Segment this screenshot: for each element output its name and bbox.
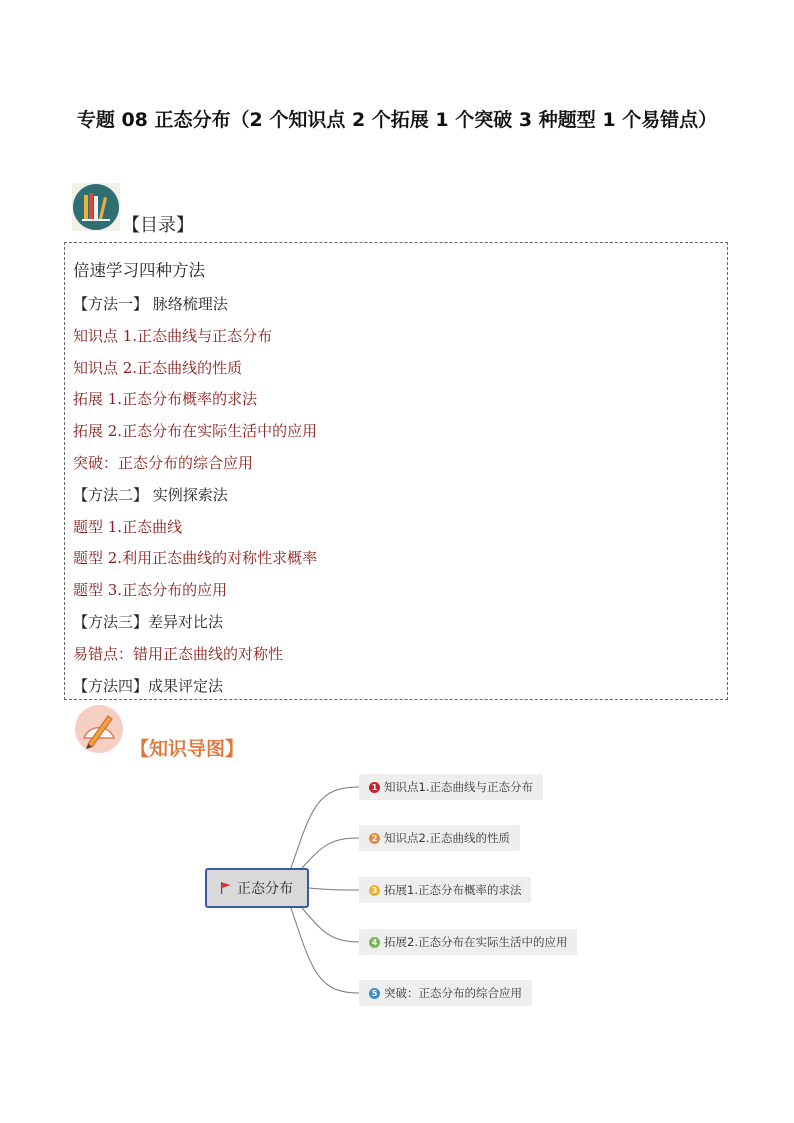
toc-line[interactable]: 【方法四】成果评定法 — [73, 677, 224, 695]
branch-label: 突破：正态分布的综合应用 — [384, 986, 522, 1000]
toc-line[interactable]: 题型 2.利用正态曲线的对称性求概率 — [73, 549, 318, 567]
knowledge-map-label: 【知识导图】 — [130, 738, 245, 760]
flag-icon — [221, 882, 231, 894]
toc-line[interactable]: 拓展 2.正态分布在实际生活中的应用 — [73, 422, 318, 440]
toc-line[interactable]: 【方法一】 脉络梳理法 — [73, 295, 228, 313]
branch-node-4[interactable] — [359, 929, 577, 955]
branch-label: 拓展1.正态分布概率的求法 — [384, 883, 522, 897]
number-badge: 1 — [369, 782, 380, 793]
number-badge: 2 — [369, 833, 380, 844]
toc-label: 【目录】 — [122, 215, 194, 236]
toc-line[interactable]: 题型 3.正态分布的应用 — [73, 581, 228, 599]
branch-label: 知识点1.正态曲线与正态分布 — [384, 780, 533, 794]
toc-line: 倍速学习四种方法 — [73, 261, 205, 280]
toc-line[interactable]: 拓展 1.正态分布概率的求法 — [73, 390, 258, 408]
center-node-label: 正态分布 — [237, 881, 293, 897]
toc-line[interactable]: 突破：正态分布的综合应用 — [73, 454, 254, 472]
page-title: 专题 08 正态分布（2 个知识点 2 个拓展 1 个突破 3 种题型 1 个易错点） — [76, 109, 718, 131]
number-badge: 5 — [369, 988, 380, 999]
number-badge: 3 — [369, 885, 380, 896]
toc-box — [64, 242, 728, 700]
branch-node-3[interactable] — [359, 877, 531, 903]
toc-line[interactable]: 易错点：错用正态曲线的对称性 — [73, 645, 284, 663]
branch-node-2[interactable] — [359, 825, 520, 851]
number-badge: 4 — [369, 937, 380, 948]
toc-line[interactable]: 【方法三】差异对比法 — [73, 613, 224, 631]
mind-map — [190, 766, 610, 1016]
branch-label: 知识点2.正态曲线的性质 — [384, 831, 510, 845]
toc-line[interactable]: 题型 1.正态曲线 — [73, 518, 183, 536]
protractor-pencil-icon — [74, 704, 124, 754]
branch-label: 拓展2.正态分布在实际生活中的应用 — [384, 935, 568, 949]
toc-line[interactable]: 知识点 1.正态曲线与正态分布 — [73, 327, 273, 345]
toc-line[interactable]: 知识点 2.正态曲线的性质 — [73, 359, 243, 377]
books-icon — [72, 183, 120, 231]
center-node[interactable] — [205, 868, 309, 908]
toc-line[interactable]: 【方法二】 实例探索法 — [73, 486, 228, 504]
branch-node-1[interactable] — [359, 774, 543, 800]
branch-node-5[interactable] — [359, 980, 532, 1006]
